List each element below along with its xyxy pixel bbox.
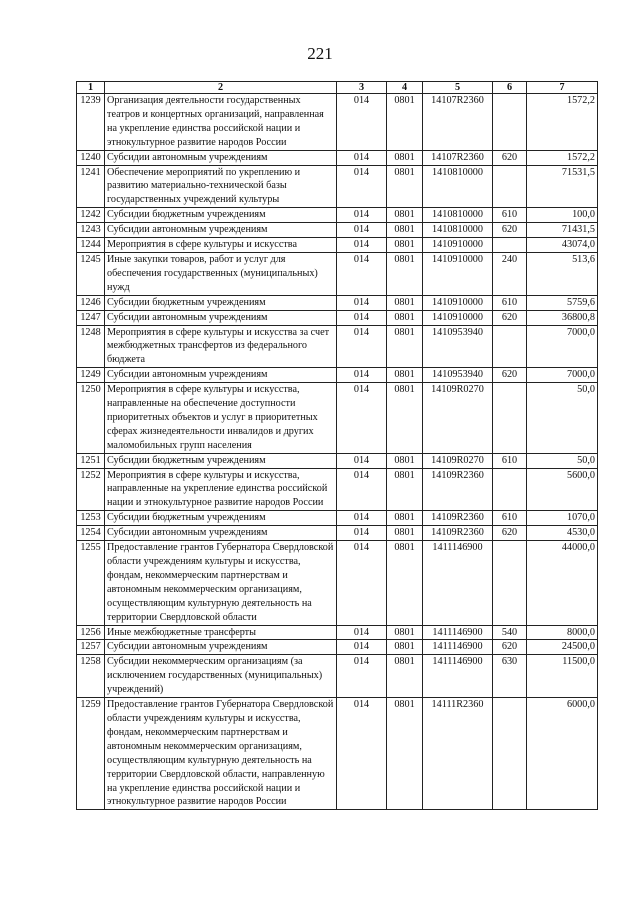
row-ministry-code: 014 xyxy=(337,511,387,526)
row-target-code: 14107R2360 xyxy=(423,94,493,151)
row-ministry-code: 014 xyxy=(337,383,387,454)
row-amount: 5600,0 xyxy=(527,468,598,511)
row-amount: 513,6 xyxy=(527,252,598,295)
row-expense-type: 620 xyxy=(493,526,527,541)
row-ministry-code: 014 xyxy=(337,526,387,541)
row-expense-type: 610 xyxy=(493,295,527,310)
table-row xyxy=(77,698,598,810)
col-header-1: 1 xyxy=(77,82,105,94)
row-amount: 5759,6 xyxy=(527,295,598,310)
row-number: 1256 xyxy=(77,625,105,640)
row-ministry-code: 014 xyxy=(337,325,387,368)
row-section-code: 0801 xyxy=(387,165,423,208)
row-ministry-code: 014 xyxy=(337,655,387,698)
row-ministry-code: 014 xyxy=(337,252,387,295)
row-expense-type xyxy=(493,325,527,368)
row-amount: 1572,2 xyxy=(527,150,598,165)
table-row xyxy=(77,511,598,526)
row-amount: 43074,0 xyxy=(527,238,598,253)
table-row xyxy=(77,150,598,165)
table-row xyxy=(77,526,598,541)
row-amount: 1572,2 xyxy=(527,94,598,151)
row-section-code: 0801 xyxy=(387,625,423,640)
table-row xyxy=(77,94,598,151)
col-header-5: 5 xyxy=(423,82,493,94)
row-number: 1252 xyxy=(77,468,105,511)
row-number: 1249 xyxy=(77,368,105,383)
row-name: Субсидии автономным учреждениям xyxy=(105,640,337,655)
row-amount: 1070,0 xyxy=(527,511,598,526)
row-amount: 7000,0 xyxy=(527,325,598,368)
row-target-code: 1410953940 xyxy=(423,368,493,383)
row-section-code: 0801 xyxy=(387,325,423,368)
row-expense-type: 630 xyxy=(493,655,527,698)
row-ministry-code: 014 xyxy=(337,238,387,253)
row-number: 1246 xyxy=(77,295,105,310)
row-name: Субсидии автономным учреждениям xyxy=(105,310,337,325)
row-ministry-code: 014 xyxy=(337,94,387,151)
row-amount: 6000,0 xyxy=(527,698,598,810)
table-row xyxy=(77,640,598,655)
row-section-code: 0801 xyxy=(387,468,423,511)
row-name: Субсидии некоммерческим организациям (за исключением государственных (муниципальных) учреждений) xyxy=(105,655,337,698)
row-name: Предоставление грантов Губернатора Свердловской области учреждениям культуры и искусства, фондам, некоммерческим партнерствам и автономным некоммерческим организациям, осуществляющим культурную деятельность на территории Свердловской области, направленную на укрепление единства российской нации и этнокультурное развитие народов России xyxy=(105,698,337,810)
row-target-code: 14109R0270 xyxy=(423,453,493,468)
row-number: 1248 xyxy=(77,325,105,368)
row-name: Субсидии автономным учреждениям xyxy=(105,150,337,165)
row-number: 1240 xyxy=(77,150,105,165)
row-section-code: 0801 xyxy=(387,238,423,253)
row-number: 1250 xyxy=(77,383,105,454)
table-row xyxy=(77,165,598,208)
row-expense-type xyxy=(493,165,527,208)
row-expense-type: 620 xyxy=(493,150,527,165)
col-header-7: 7 xyxy=(527,82,598,94)
table-header-row xyxy=(77,82,598,94)
table-row xyxy=(77,310,598,325)
row-section-code: 0801 xyxy=(387,223,423,238)
row-amount: 4530,0 xyxy=(527,526,598,541)
row-amount: 11500,0 xyxy=(527,655,598,698)
row-expense-type: 620 xyxy=(493,368,527,383)
row-expense-type xyxy=(493,238,527,253)
row-number: 1243 xyxy=(77,223,105,238)
row-number: 1259 xyxy=(77,698,105,810)
row-section-code: 0801 xyxy=(387,526,423,541)
row-number: 1258 xyxy=(77,655,105,698)
row-target-code: 14109R2360 xyxy=(423,468,493,511)
row-expense-type xyxy=(493,468,527,511)
table-row xyxy=(77,238,598,253)
row-number: 1239 xyxy=(77,94,105,151)
row-number: 1244 xyxy=(77,238,105,253)
row-section-code: 0801 xyxy=(387,453,423,468)
row-ministry-code: 014 xyxy=(337,165,387,208)
row-section-code: 0801 xyxy=(387,150,423,165)
col-header-3: 3 xyxy=(337,82,387,94)
row-section-code: 0801 xyxy=(387,698,423,810)
row-target-code: 1410910000 xyxy=(423,252,493,295)
row-expense-type xyxy=(493,541,527,625)
row-name: Обеспечение мероприятий по укреплению и развитию материально-технической базы государственных учреждений культуры xyxy=(105,165,337,208)
row-section-code: 0801 xyxy=(387,383,423,454)
row-ministry-code: 014 xyxy=(337,368,387,383)
row-ministry-code: 014 xyxy=(337,625,387,640)
row-target-code: 1411146900 xyxy=(423,625,493,640)
row-expense-type: 540 xyxy=(493,625,527,640)
row-section-code: 0801 xyxy=(387,655,423,698)
row-target-code: 1410810000 xyxy=(423,208,493,223)
table-row xyxy=(77,625,598,640)
row-name: Мероприятия в сфере культуры и искусства xyxy=(105,238,337,253)
row-amount: 50,0 xyxy=(527,453,598,468)
table-row xyxy=(77,655,598,698)
row-name: Субсидии бюджетным учреждениям xyxy=(105,453,337,468)
row-target-code: 1411146900 xyxy=(423,640,493,655)
row-expense-type: 620 xyxy=(493,223,527,238)
row-number: 1241 xyxy=(77,165,105,208)
budget-table xyxy=(76,81,598,810)
table-row xyxy=(77,383,598,454)
row-number: 1247 xyxy=(77,310,105,325)
row-section-code: 0801 xyxy=(387,640,423,655)
row-amount: 36800,8 xyxy=(527,310,598,325)
row-ministry-code: 014 xyxy=(337,640,387,655)
row-section-code: 0801 xyxy=(387,94,423,151)
row-name: Субсидии бюджетным учреждениям xyxy=(105,511,337,526)
row-expense-type: 620 xyxy=(493,310,527,325)
row-ministry-code: 014 xyxy=(337,295,387,310)
row-ministry-code: 014 xyxy=(337,453,387,468)
row-section-code: 0801 xyxy=(387,310,423,325)
row-ministry-code: 014 xyxy=(337,208,387,223)
row-expense-type: 610 xyxy=(493,208,527,223)
row-target-code: 14107R2360 xyxy=(423,150,493,165)
row-expense-type: 610 xyxy=(493,453,527,468)
table-row xyxy=(77,468,598,511)
row-section-code: 0801 xyxy=(387,511,423,526)
table-row xyxy=(77,295,598,310)
row-target-code: 1410910000 xyxy=(423,238,493,253)
row-name: Субсидии бюджетным учреждениям xyxy=(105,208,337,223)
col-header-2: 2 xyxy=(105,82,337,94)
row-name: Предоставление грантов Губернатора Свердловской области учреждениям культуры и искусства, фондам, некоммерческим партнерствам и автономным некоммерческим организациям, осуществляющим культурную деятельность на территории Свердловской области xyxy=(105,541,337,625)
table-row xyxy=(77,223,598,238)
row-expense-type: 240 xyxy=(493,252,527,295)
row-number: 1255 xyxy=(77,541,105,625)
row-name: Иные закупки товаров, работ и услуг для обеспечения государственных (муниципальных) нужд xyxy=(105,252,337,295)
table-row xyxy=(77,208,598,223)
row-amount: 8000,0 xyxy=(527,625,598,640)
row-name: Мероприятия в сфере культуры и искусства, направленные на укрепление единства российской нации и этнокультурное развитие народов России xyxy=(105,468,337,511)
page-number: 221 xyxy=(307,44,333,63)
row-ministry-code: 014 xyxy=(337,468,387,511)
row-name: Субсидии автономным учреждениям xyxy=(105,368,337,383)
row-number: 1251 xyxy=(77,453,105,468)
table-body xyxy=(77,94,598,810)
row-target-code: 14111R2360 xyxy=(423,698,493,810)
row-number: 1254 xyxy=(77,526,105,541)
row-name: Мероприятия в сфере культуры и искусства за счет межбюджетных трансфертов из федерального бюджета xyxy=(105,325,337,368)
row-target-code: 14109R2360 xyxy=(423,526,493,541)
row-ministry-code: 014 xyxy=(337,223,387,238)
row-target-code: 1410810000 xyxy=(423,223,493,238)
row-name: Организация деятельности государственных театров и концертных организаций, направленная на укрепление единства российской нации и этнокультурное развитие народов России xyxy=(105,94,337,151)
row-section-code: 0801 xyxy=(387,252,423,295)
row-expense-type: 610 xyxy=(493,511,527,526)
row-target-code: 1410953940 xyxy=(423,325,493,368)
row-number: 1257 xyxy=(77,640,105,655)
row-section-code: 0801 xyxy=(387,368,423,383)
row-name: Субсидии автономным учреждениям xyxy=(105,223,337,238)
row-ministry-code: 014 xyxy=(337,541,387,625)
col-header-4: 4 xyxy=(387,82,423,94)
row-ministry-code: 014 xyxy=(337,698,387,810)
row-expense-type: 620 xyxy=(493,640,527,655)
row-amount: 24500,0 xyxy=(527,640,598,655)
table-row xyxy=(77,453,598,468)
row-section-code: 0801 xyxy=(387,208,423,223)
row-target-code: 14109R0270 xyxy=(423,383,493,454)
row-target-code: 1410810000 xyxy=(423,165,493,208)
row-name: Субсидии автономным учреждениям xyxy=(105,526,337,541)
row-target-code: 1410910000 xyxy=(423,310,493,325)
row-target-code: 1411146900 xyxy=(423,655,493,698)
row-amount: 100,0 xyxy=(527,208,598,223)
row-name: Субсидии бюджетным учреждениям xyxy=(105,295,337,310)
row-ministry-code: 014 xyxy=(337,310,387,325)
row-name: Мероприятия в сфере культуры и искусства, направленные на обеспечение доступности приоритетных объектов и услуг в приоритетных сферах жизнедеятельности инвалидов и других маломобильных групп населения xyxy=(105,383,337,454)
table-row xyxy=(77,368,598,383)
row-expense-type xyxy=(493,383,527,454)
row-amount: 71431,5 xyxy=(527,223,598,238)
row-number: 1253 xyxy=(77,511,105,526)
table-row xyxy=(77,541,598,625)
row-amount: 71531,5 xyxy=(527,165,598,208)
table-row xyxy=(77,325,598,368)
col-header-6: 6 xyxy=(493,82,527,94)
row-ministry-code: 014 xyxy=(337,150,387,165)
row-target-code: 1411146900 xyxy=(423,541,493,625)
row-section-code: 0801 xyxy=(387,295,423,310)
table-row xyxy=(77,252,598,295)
row-amount: 50,0 xyxy=(527,383,598,454)
row-number: 1242 xyxy=(77,208,105,223)
row-number: 1245 xyxy=(77,252,105,295)
row-expense-type xyxy=(493,94,527,151)
row-amount: 44000,0 xyxy=(527,541,598,625)
row-name: Иные межбюджетные трансферты xyxy=(105,625,337,640)
row-target-code: 14109R2360 xyxy=(423,511,493,526)
row-section-code: 0801 xyxy=(387,541,423,625)
row-expense-type xyxy=(493,698,527,810)
row-target-code: 1410910000 xyxy=(423,295,493,310)
row-amount: 7000,0 xyxy=(527,368,598,383)
